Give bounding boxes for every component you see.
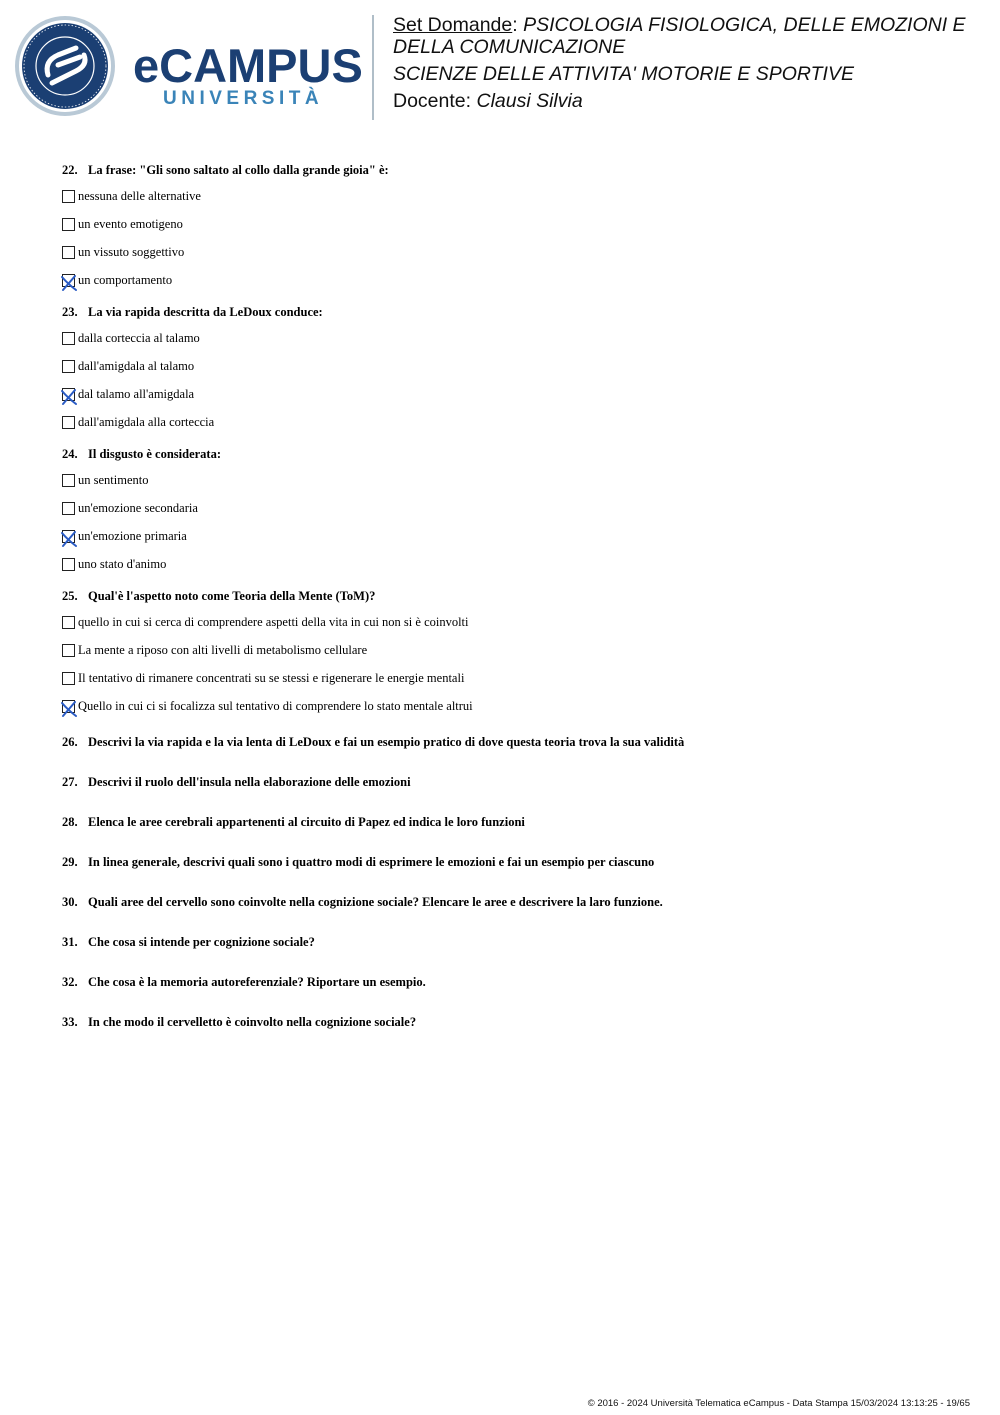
answer-option[interactable] — [62, 266, 962, 294]
answer-option[interactable] — [62, 608, 962, 636]
checkbox-icon[interactable] — [62, 360, 75, 373]
open-question — [62, 1014, 962, 1030]
question-title — [62, 588, 962, 604]
question-text: La via rapida descritta da LeDoux conduce: — [88, 305, 323, 319]
open-question — [62, 974, 962, 990]
answer-option[interactable] — [62, 408, 962, 436]
page-header — [0, 0, 1000, 140]
checkbox-icon[interactable] — [62, 672, 75, 685]
checkbox-icon[interactable] — [62, 332, 75, 345]
pen-mark-icon — [58, 385, 80, 407]
questions-list — [62, 162, 962, 1054]
answer-text: nessuna delle alternative — [78, 188, 201, 203]
answer-text: uno stato d'animo — [78, 556, 167, 571]
question-number: 29. — [62, 855, 78, 869]
question-text: Qual'è l'aspetto noto come Teoria della Mente (ToM)? — [88, 589, 376, 603]
question-text: Elenca le aree cerebrali appartenenti al circuito di Papez ed indica le loro funzioni — [88, 815, 525, 829]
universita-wordmark: UNIVERSITÀ — [163, 88, 324, 109]
open-question — [62, 774, 962, 790]
question-text: Descrivi la via rapida e la via lenta di LeDoux e fai un esempio pratico di dove questa teoria trova la sua validità — [88, 735, 685, 749]
question-text: Quali aree del cervello sono coinvolte nella cognizione sociale? Elencare le aree e descrivere la laro funzione. — [88, 895, 663, 909]
course-line: Set Domande: PSICOLOGIA FISIOLOGICA, DELLE EMOZIONI E DELLA COMUNICAZIONE — [393, 14, 966, 58]
answer-text: quello in cui si cerca di comprendere aspetti della vita in cui non si è coinvolti — [78, 614, 469, 629]
question-text: Descrivi il ruolo dell'insula nella elaborazione delle emozioni — [88, 775, 411, 789]
checkbox-icon[interactable] — [62, 218, 75, 231]
checked-box-icon[interactable] — [62, 700, 75, 713]
course-title: PSICOLOGIA FISIOLOGICA, DELLE EMOZIONI E DELLA COMUNICAZIONE — [393, 14, 966, 58]
answer-option[interactable] — [62, 494, 962, 522]
header-info — [393, 14, 983, 117]
question-number: 22. — [62, 163, 78, 177]
open-question — [62, 854, 962, 870]
ecampus-seal-logo-icon — [14, 15, 116, 117]
question-block — [62, 446, 962, 578]
question-title — [62, 304, 962, 320]
page-footer: © 2016 - 2024 Università Telematica eCampus - Data Stampa 15/03/2024 13:13:25 - 19/65 — [587, 1398, 970, 1409]
question-block — [62, 588, 962, 720]
answer-option[interactable] — [62, 692, 962, 720]
answer-text: un sentimento — [78, 472, 149, 487]
answer-text: dalla corteccia al talamo — [78, 330, 200, 345]
header-divider — [372, 15, 374, 120]
open-question — [62, 814, 962, 830]
question-text: Che cosa è la memoria autoreferenziale? Riportare un esempio. — [88, 975, 426, 989]
answer-text: La mente a riposo con alti livelli di metabolismo cellulare — [78, 642, 368, 657]
answer-option[interactable] — [62, 550, 962, 578]
answer-option[interactable] — [62, 380, 962, 408]
open-question — [62, 894, 962, 910]
pen-mark-icon — [58, 697, 80, 719]
answer-option[interactable] — [62, 522, 962, 550]
open-questions-section — [62, 734, 962, 1030]
question-text: In che modo il cervelletto è coinvolto nella cognizione sociale? — [88, 1015, 417, 1029]
question-number: 32. — [62, 975, 78, 989]
answer-option[interactable] — [62, 352, 962, 380]
question-number: 30. — [62, 895, 78, 909]
question-number: 25. — [62, 589, 78, 603]
question-text: In linea generale, descrivi quali sono i quattro modi di esprimere le emozioni e fai un esempio per ciascuno — [88, 855, 655, 869]
question-title — [62, 162, 962, 178]
answer-option[interactable] — [62, 664, 962, 692]
answer-option[interactable] — [62, 210, 962, 238]
degree-name: SCIENZE DELLE ATTIVITA' MOTORIE E SPORTIVE — [393, 63, 854, 85]
ecampus-wordmark: eCAMPUS — [133, 39, 363, 92]
checked-box-icon[interactable] — [62, 388, 75, 401]
answer-text: dall'amigdala alla corteccia — [78, 414, 215, 429]
checked-box-icon[interactable] — [62, 274, 75, 287]
question-text: Che cosa si intende per cognizione sociale? — [88, 935, 315, 949]
answer-text: un comportamento — [78, 272, 173, 287]
checkbox-icon[interactable] — [62, 502, 75, 515]
question-title — [62, 446, 962, 462]
teacher-label: Docente: — [393, 90, 472, 112]
checkbox-icon[interactable] — [62, 474, 75, 487]
teacher-name: Clausi Silvia — [476, 90, 583, 112]
answer-text: un evento emotigeno — [78, 216, 183, 231]
degree-line — [393, 63, 983, 85]
question-number: 23. — [62, 305, 78, 319]
set-label: Set Domande — [393, 14, 513, 36]
question-text: Il disgusto è considerata: — [88, 447, 221, 461]
checkbox-icon[interactable] — [62, 416, 75, 429]
answer-text: Il tentativo di rimanere concentrati su se stessi e rigenerare le energie mentali — [78, 670, 465, 685]
question-block — [62, 162, 962, 294]
checkbox-icon[interactable] — [62, 644, 75, 657]
answer-option[interactable] — [62, 636, 962, 664]
checkbox-icon[interactable] — [62, 190, 75, 203]
open-question — [62, 734, 962, 750]
answer-option[interactable] — [62, 238, 962, 266]
multiple-choice-section — [62, 162, 962, 720]
checked-box-icon[interactable] — [62, 530, 75, 543]
question-number: 26. — [62, 735, 78, 749]
answer-option[interactable] — [62, 324, 962, 352]
checkbox-icon[interactable] — [62, 616, 75, 629]
question-number: 31. — [62, 935, 78, 949]
checkbox-icon[interactable] — [62, 558, 75, 571]
answer-option[interactable] — [62, 466, 962, 494]
pen-mark-icon — [58, 527, 80, 549]
question-number: 24. — [62, 447, 78, 461]
teacher-line — [393, 90, 983, 112]
question-number: 33. — [62, 1015, 78, 1029]
answer-text: Quello in cui ci si focalizza sul tentativo di comprendere lo stato mentale altrui — [78, 698, 473, 713]
answer-text: dal talamo all'amigdala — [78, 386, 195, 401]
answer-text: un vissuto soggettivo — [78, 244, 185, 259]
question-number: 28. — [62, 815, 78, 829]
question-number: 27. — [62, 775, 78, 789]
answer-text: dall'amigdala al talamo — [78, 358, 195, 373]
answer-option[interactable] — [62, 182, 962, 210]
question-block — [62, 304, 962, 436]
answer-text: un'emozione primaria — [78, 528, 187, 543]
open-question — [62, 934, 962, 950]
pen-mark-icon — [58, 271, 80, 293]
question-text: La frase: "Gli sono saltato al collo dalla grande gioia" è: — [88, 163, 389, 177]
answer-text: un'emozione secondaria — [78, 500, 198, 515]
checkbox-icon[interactable] — [62, 246, 75, 259]
